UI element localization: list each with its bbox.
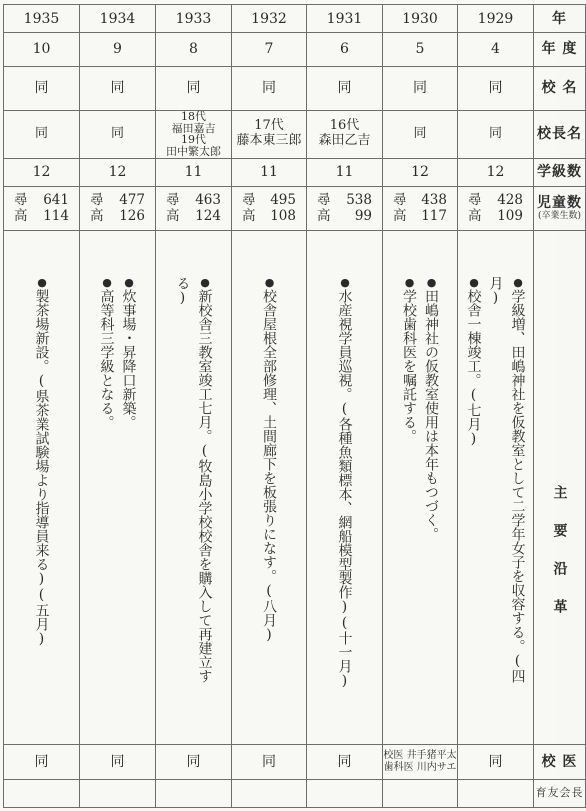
nendo-row-label: 年 度 [534, 33, 586, 66]
count-value: 495 [270, 192, 296, 209]
events-row [4, 231, 586, 745]
pta-cell [307, 779, 383, 807]
pta-cell [458, 779, 534, 807]
event-text-block [258, 276, 280, 696]
event-text: 田嶋神社の仮教室使用は本年もつづく。 [423, 288, 439, 541]
principal-cell: 同 [383, 111, 458, 159]
events-cell [156, 231, 232, 745]
school-doctor-cell: 同 [4, 745, 80, 779]
event-item [258, 276, 280, 696]
students-cell [383, 186, 458, 230]
school-name-cell: 同 [307, 66, 383, 110]
event-item [334, 276, 356, 696]
count-prefix: 尋 [14, 192, 28, 209]
count-prefix: 高 [166, 207, 180, 224]
event-text: 学校歯科医を嘱託する。 [401, 288, 417, 443]
principal-cell: 17代 藤本東三郎 [232, 111, 307, 159]
koto-count-line [383, 209, 457, 225]
event-text: 炊事場・昇降口新築。 [120, 288, 137, 429]
koto-count-line [458, 209, 533, 225]
bullet-icon: ● [122, 275, 136, 289]
count-value: 641 [43, 192, 69, 209]
count-value: 126 [119, 207, 145, 224]
classes-cell: 11 [307, 158, 383, 186]
year-cell: 1933 [156, 5, 232, 33]
count-value: 117 [421, 207, 447, 224]
school-history-table [3, 4, 586, 808]
pta-cell [232, 779, 307, 807]
year-cell: 1934 [80, 5, 156, 33]
count-value: 438 [421, 192, 447, 209]
events-row-label: 主要沿革 [534, 231, 586, 745]
count-value: 124 [195, 207, 221, 224]
event-text: 新校舎三教室竣工七月。(牧島小学校校舎を購入して再建立する) [174, 275, 213, 683]
school-name-row-label: 校 名 [534, 66, 586, 110]
bullet-icon: ● [467, 275, 481, 289]
count-value: 428 [497, 192, 523, 209]
jinjo-count-line [307, 193, 382, 209]
count-value: 99 [354, 207, 372, 224]
count-prefix: 尋 [166, 192, 180, 209]
pta-cell [4, 779, 80, 807]
jinjo-count-line [232, 193, 306, 209]
students-cell [307, 186, 383, 230]
event-text: 校舎一棟竣工。(七月) [465, 288, 482, 447]
school-doctor-cell: 校医 井手猪平太 歯科医 川内サエ [383, 745, 458, 779]
school-name-cell: 同 [383, 66, 458, 110]
count-prefix: 高 [242, 207, 256, 224]
count-prefix: 尋 [242, 192, 256, 209]
principal-cell: 同 [80, 111, 156, 159]
school-doctor-cell: 同 [156, 745, 232, 779]
koto-count-line [80, 209, 155, 225]
event-text-block [398, 276, 442, 696]
nendo-cell: 6 [307, 33, 383, 66]
principal-cell: 同 [4, 111, 80, 159]
school-name-cell: 同 [80, 66, 156, 110]
count-value: 477 [119, 192, 145, 209]
jinjo-count-line [80, 193, 155, 209]
event-text-block [463, 276, 529, 696]
count-value: 108 [270, 207, 296, 224]
school-name-row [4, 66, 586, 110]
count-prefix: 高 [14, 207, 28, 224]
principal-cell: 16代 森田乙吉 [307, 111, 383, 159]
event-item [96, 276, 118, 696]
bullet-icon: ● [100, 275, 114, 289]
bullet-icon: ● [35, 275, 49, 289]
classes-cell: 12 [458, 158, 534, 186]
jinjo-count-line [4, 193, 79, 209]
event-text: 高等科三学級となる。 [98, 288, 115, 429]
bullet-icon: ● [511, 275, 525, 289]
events-cell [458, 231, 534, 745]
nendo-cell: 10 [4, 33, 80, 66]
school-doctor-row [4, 745, 586, 779]
year-cell: 1931 [307, 5, 383, 33]
school-name-cell: 同 [458, 66, 534, 110]
classes-cell: 11 [156, 158, 232, 186]
school-doctor-cell: 同 [307, 745, 383, 779]
principal-cell: 同 [458, 111, 534, 159]
pta-cell [156, 779, 232, 807]
count-prefix: 高 [393, 207, 407, 224]
event-text-block [31, 276, 53, 696]
event-text: 学級増、田嶋神社を仮教室として二学年女子を収容する。(四月) [487, 275, 526, 683]
event-text: 製茶場新設。(県茶業試験場より指導員来る)(五月) [33, 288, 50, 647]
koto-count-line [4, 209, 79, 225]
events-cell [383, 231, 458, 745]
school-doctor-cell: 同 [80, 745, 156, 779]
count-value: 109 [497, 207, 523, 224]
event-item [31, 276, 53, 696]
event-item [485, 276, 529, 696]
principal-row [4, 111, 586, 159]
count-prefix: 尋 [90, 192, 104, 209]
count-value: 538 [346, 192, 372, 209]
classes-row [4, 158, 586, 186]
bullet-icon: ● [403, 275, 416, 289]
event-text: 水産視学員巡視。(各種魚類標本、網船模型製作)(十一月) [336, 288, 353, 689]
pta-cell [383, 779, 458, 807]
event-text-block [334, 276, 356, 696]
pta-row-label: 育友会長 [534, 779, 586, 807]
count-prefix: 尋 [468, 192, 482, 209]
year-row-label: 年 [534, 5, 586, 33]
jinjo-count-line [458, 193, 533, 209]
year-cell: 1932 [232, 5, 307, 33]
students-cell [4, 186, 80, 230]
koto-count-line [232, 209, 306, 225]
classes-row-label: 学級数 [534, 158, 586, 186]
classes-cell: 11 [232, 158, 307, 186]
count-value: 463 [195, 192, 221, 209]
nendo-cell: 5 [383, 33, 458, 66]
koto-count-line [156, 209, 231, 225]
classes-cell: 12 [80, 158, 156, 186]
school-doctor-row-label: 校 医 [534, 745, 586, 779]
bullet-icon: ● [263, 275, 276, 289]
event-text-block [96, 276, 140, 696]
event-item [172, 276, 216, 696]
school-name-cell: 同 [232, 66, 307, 110]
bullet-icon: ● [338, 275, 352, 289]
year-row [4, 5, 586, 33]
event-item [118, 276, 140, 696]
students-cell [458, 186, 534, 230]
nendo-cell: 9 [80, 33, 156, 66]
count-prefix: 高 [90, 207, 104, 224]
classes-cell: 12 [4, 158, 80, 186]
principal-cell: 18代 福田嘉吉 19代 田中繁太郎 [156, 111, 232, 159]
bullet-icon: ● [198, 275, 212, 289]
year-cell: 1929 [458, 5, 534, 33]
jinjo-count-line [156, 193, 231, 209]
school-name-cell: 同 [4, 66, 80, 110]
events-cell [307, 231, 383, 745]
count-prefix: 尋 [393, 192, 407, 209]
nendo-cell: 7 [232, 33, 307, 66]
year-cell: 1930 [383, 5, 458, 33]
count-prefix: 尋 [317, 192, 331, 209]
event-item [398, 276, 420, 696]
jinjo-count-line [383, 193, 457, 209]
classes-cell: 12 [383, 158, 458, 186]
event-item [420, 276, 442, 696]
events-cell [80, 231, 156, 745]
pta-cell [80, 779, 156, 807]
bullet-icon: ● [425, 275, 438, 289]
event-item [463, 276, 485, 696]
school-name-cell: 同 [156, 66, 232, 110]
event-text: 校舎屋根全部修理、土間廊下を板張りになす。(八月) [261, 288, 277, 643]
students-cell [80, 186, 156, 230]
nendo-cell: 8 [156, 33, 232, 66]
event-text-block [172, 276, 216, 696]
school-doctor-cell: 同 [458, 745, 534, 779]
nendo-row [4, 33, 586, 66]
nendo-cell: 4 [458, 33, 534, 66]
students-row-label: 児童数 (卒業生数) [534, 186, 586, 230]
students-cell [156, 186, 232, 230]
events-cell [4, 231, 80, 745]
count-prefix: 高 [317, 207, 331, 224]
principal-row-label: 校長名 [534, 111, 586, 159]
students-cell [232, 186, 307, 230]
count-value: 114 [43, 207, 69, 224]
school-doctor-cell: 同 [232, 745, 307, 779]
year-cell: 1935 [4, 5, 80, 33]
students-row [4, 186, 586, 230]
count-prefix: 高 [468, 207, 482, 224]
koto-count-line [307, 209, 382, 225]
pta-row [4, 779, 586, 807]
events-cell [232, 231, 307, 745]
